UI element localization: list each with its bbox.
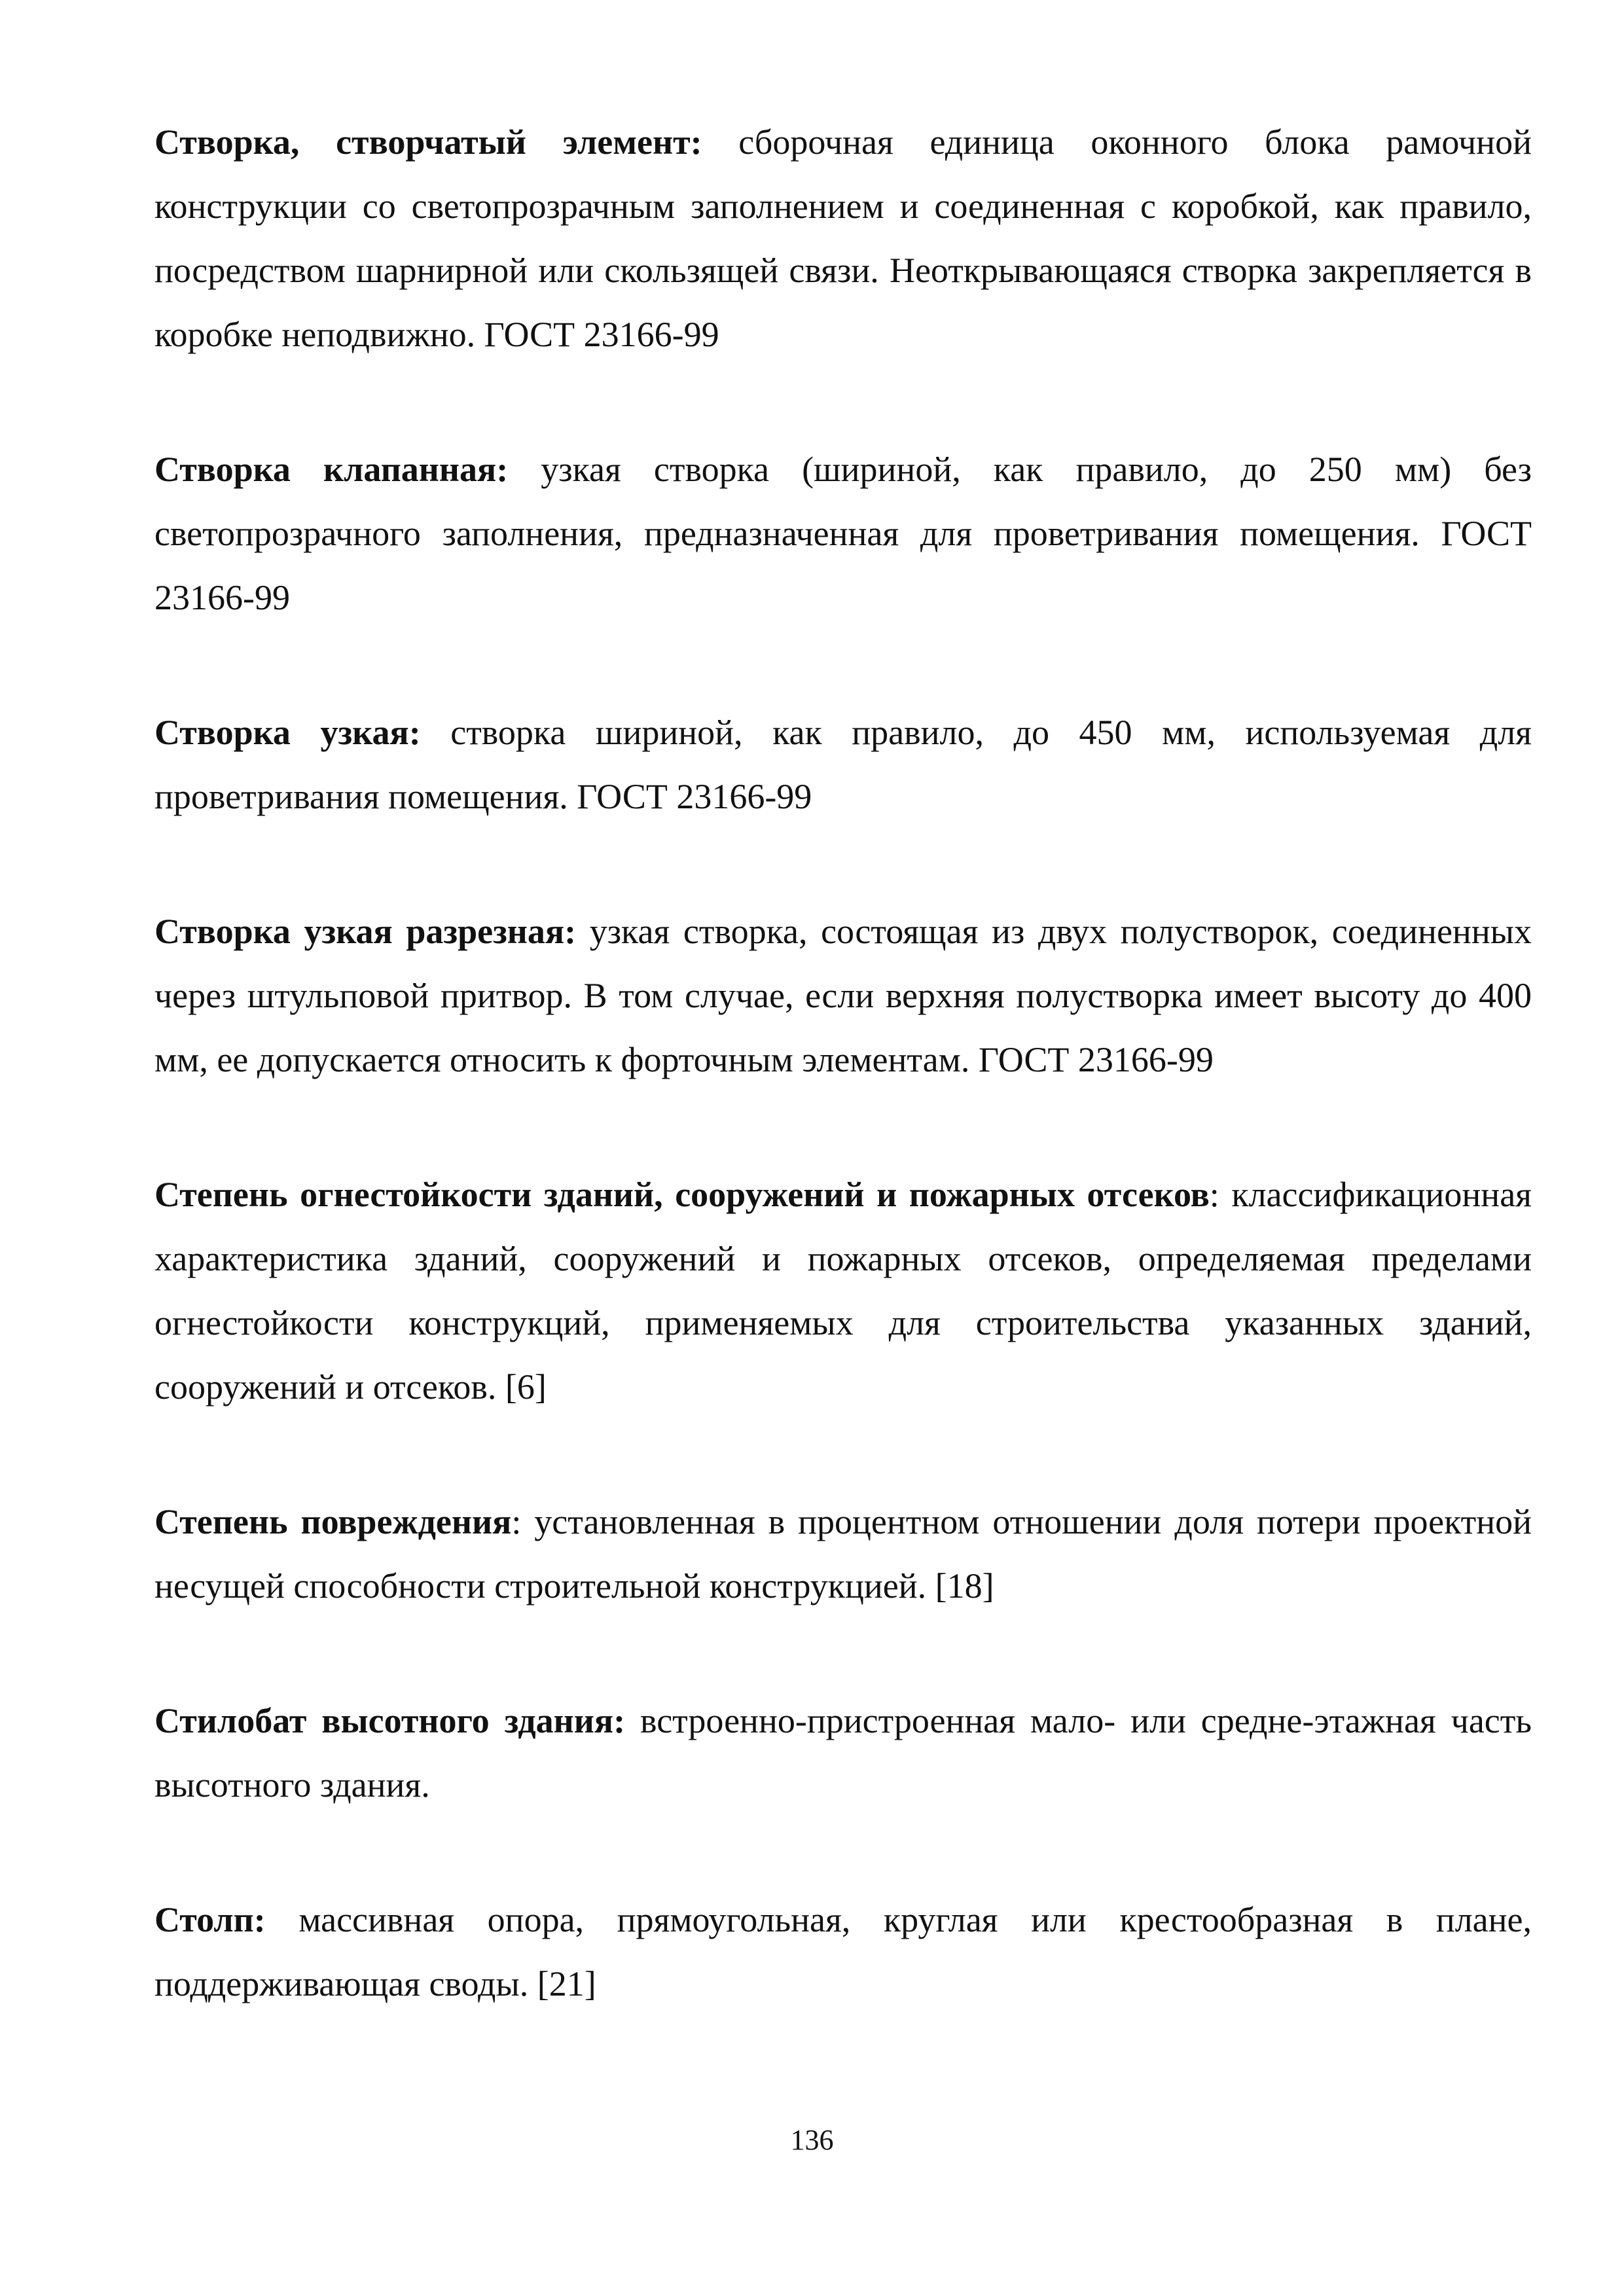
entry-term: Створка, створчатый элемент: xyxy=(154,122,702,162)
glossary-entry-stvorka-uzkaya-razreznaya xyxy=(154,899,1532,1092)
glossary-entry-stvorka-klapannaya xyxy=(154,437,1532,630)
entry-definition: : классификационная характеристика зданий, сооружений и пожарных отсеков, определяемая пределами огнестойкости конструкций, применяемых для строительства указанных зданий, сооружений и отсеков. [6] xyxy=(154,1175,1532,1407)
entry-definition: : установленная в процентном отношении доля потери проектной несущей способности строительной конструкцией. [18] xyxy=(154,1502,1532,1605)
page-number: 136 xyxy=(790,2124,834,2156)
entry-definition: массивная опора, прямоугольная, круглая или крестообразная в плане, поддерживающая своды. [21] xyxy=(154,1900,1532,2003)
entry-term: Стилобат высотного здания: xyxy=(154,1701,626,1740)
glossary-entry-stepen-povrezhdeniya xyxy=(154,1490,1532,1618)
entry-term: Створка узкая: xyxy=(154,713,421,752)
entry-definition: узкая створка (шириной, как правило, до 250 мм) без светопрозрачного заполнения, предназначенная для проветривания помещения. ГОСТ 23166-99 xyxy=(154,450,1532,617)
entry-term: Створка узкая разрезная: xyxy=(154,912,577,951)
entry-definition: встроенно-пристроенная мало- или средне-этажная часть высотного здания. xyxy=(154,1701,1532,1804)
entry-term: Створка клапанная: xyxy=(154,450,509,489)
glossary-entry-stvorka xyxy=(154,110,1532,367)
glossary-entry-stilobat xyxy=(154,1689,1532,1817)
glossary-entry-stepen-ognestoykosti xyxy=(154,1162,1532,1419)
entry-definition: створка шириной, как правило, до 450 мм, используемая для проветривания помещения. ГОСТ 23166-99 xyxy=(154,713,1532,816)
entry-definition: сборочная единица оконного блока рамочной конструкции со светопрозрачным заполнением и соединенная с коробкой, как правило, посредством шарнирной или скользящей связи. Неоткрывающаяся створка закрепляется в коробке неподвижно. ГОСТ 23166-99 xyxy=(154,122,1532,354)
document-body xyxy=(154,110,1532,2087)
entry-term: Степень повреждения xyxy=(154,1502,512,1541)
entry-definition: узкая створка, состоящая из двух полустворок, соединенных через штульповой притвор. В том случае, если верхняя полустворка имеет высоту до 400 мм, ее допускается относить к форточным элементам. ГОСТ 23166-99 xyxy=(154,912,1532,1079)
glossary-entry-stolp xyxy=(154,1888,1532,2016)
entry-term: Степень огнестойкости зданий, сооружений и пожарных отсеков xyxy=(154,1175,1210,1214)
glossary-entry-stvorka-uzkaya xyxy=(154,700,1532,829)
entry-term: Столп: xyxy=(154,1900,266,1939)
